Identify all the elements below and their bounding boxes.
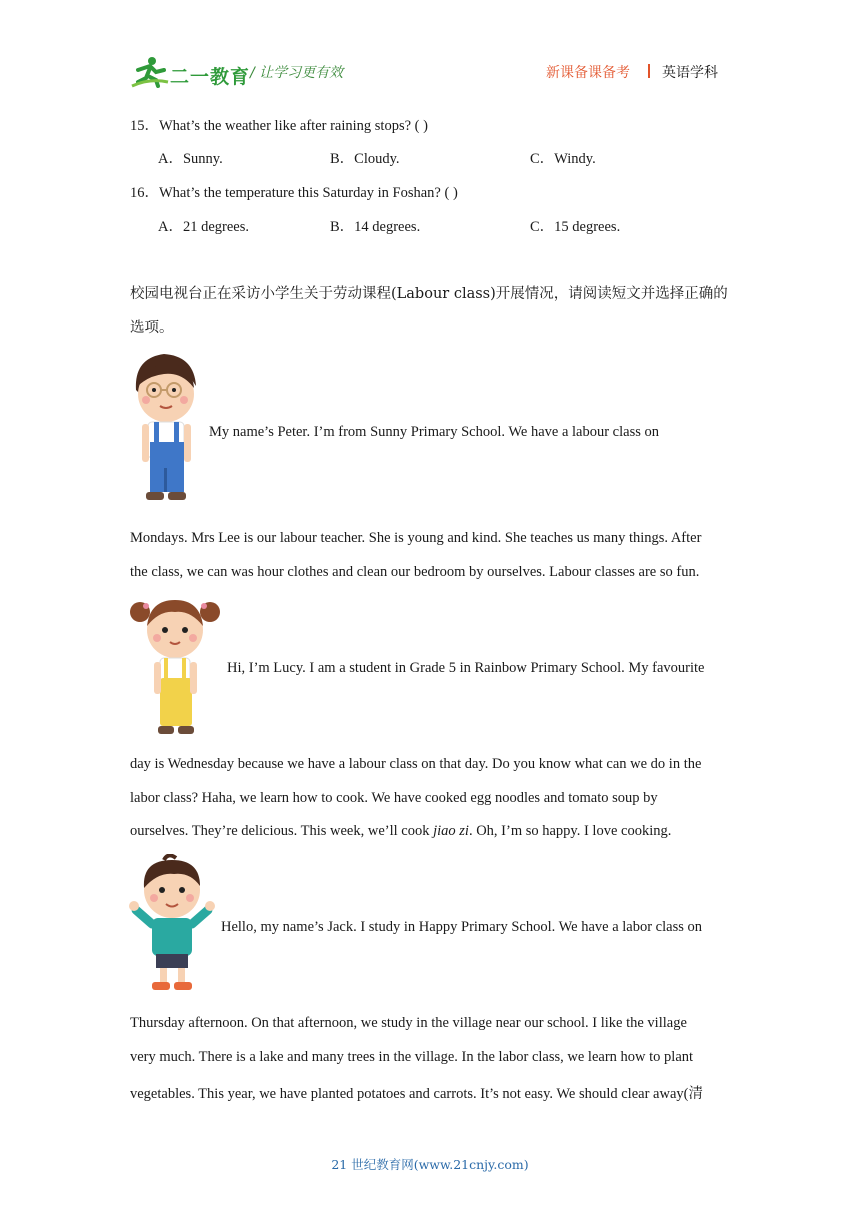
runner-logo-icon [130, 56, 170, 88]
jack-passage-line-1: Hello, my name’s Jack. I study in Happy Primary School. We have a labor class on [221, 919, 702, 935]
lucy-passage-line-1: Hi, I’m Lucy. I am a student in Grade 5 in Rainbow Primary School. My favourite [227, 660, 705, 676]
question-16-option-c[interactable]: C．15 degrees. [530, 219, 621, 235]
peter-avatar-icon [128, 350, 204, 510]
peter-passage-line-3: the class, we can was hour clothes and clean our bedroom by ourselves. Labour classes are so fun. [130, 564, 700, 580]
jack-avatar-icon [128, 854, 216, 996]
peter-passage-line-1: My name’s Peter. I’m from Sunny Primary School. We have a labour class on [209, 424, 659, 440]
header-divider [648, 64, 650, 78]
lucy-passage-line-2: day is Wednesday because we have a labour class on that day. Do you know what can we do in the [130, 756, 702, 772]
question-16-stem: 16．What’s the temperature this Saturday in Foshan? ( ) [130, 185, 458, 201]
page-footer[interactable]: 21 世纪教育网(www.21cnjy.com) [331, 1157, 529, 1172]
question-16-option-b[interactable]: B．14 degrees. [330, 219, 421, 235]
lucy-passage-line-4 [130, 823, 671, 840]
jack-passage-line-3: very much. There is a lake and many trees in the village. In the labor class, we learn how to plant [130, 1049, 694, 1065]
header-subject: 英语学科 [662, 65, 718, 81]
lucy-line-4-italic: jiao zi [433, 823, 469, 839]
header-right-label: 新课备课备考 [546, 65, 630, 81]
page-header [0, 0, 860, 100]
jack-passage-line-4: vegetables. This year, we have planted potatoes and carrots. It’s not easy. We should clear away(清 [130, 1086, 703, 1102]
lucy-line-4-start: ourselves. They’re delicious. This week, we’ll cook [130, 823, 434, 839]
lucy-line-4-end: . Oh, I’m so happy. I love cooking. [468, 823, 672, 839]
slogan: / 让学习更有效 [250, 65, 344, 81]
jack-passage-line-2: Thursday afternoon. On that afternoon, we study in the village near our school. I like the village [130, 1015, 687, 1031]
question-15-option-b[interactable]: B．Cloudy. [330, 151, 400, 167]
question-16-option-a[interactable]: A．21 degrees. [158, 219, 250, 235]
peter-passage-line-2: Mondays. Mrs Lee is our labour teacher. She is young and kind. She teaches us many things. After [130, 530, 702, 546]
question-15-option-a[interactable]: A．Sunny. [158, 151, 223, 167]
instruction-line-1: 校园电视台正在采访小学生关于劳动课程(Labour class)开展情况，请阅读短文并选择正确的 [130, 286, 728, 302]
lucy-passage-line-3: labor class? Haha, we learn how to cook. We have cooked egg noodles and tomato soup by [130, 790, 658, 806]
question-15-stem: 15．What’s the weather like after raining stops? ( ) [130, 118, 428, 134]
instruction-line-2: 选项。 [130, 320, 174, 336]
question-15-option-c[interactable]: C．Windy. [530, 151, 596, 167]
lucy-avatar-icon [130, 596, 220, 740]
logo-text: 二一教育 [170, 66, 251, 88]
